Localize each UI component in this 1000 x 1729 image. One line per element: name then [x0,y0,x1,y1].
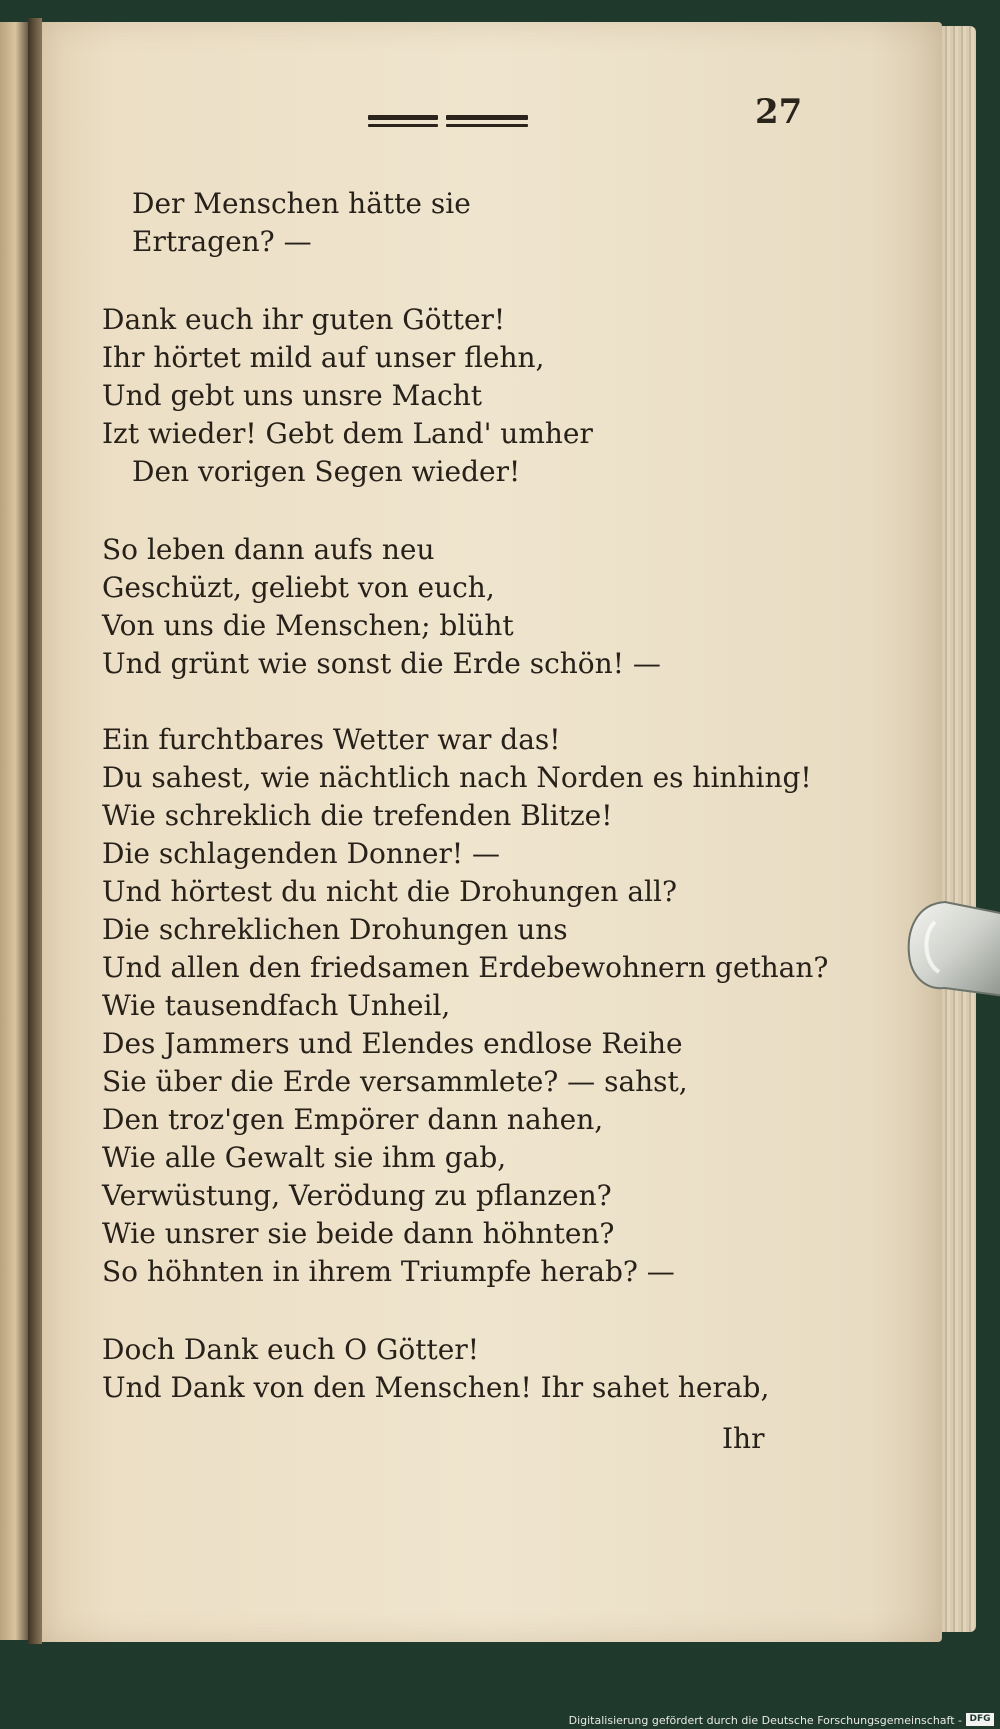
poem-line: Die schlagenden Donner! — [102,837,501,870]
page-number: 27 [755,92,803,132]
previous-page-edge [0,22,28,1640]
poem-line: Wie schreklich die trefenden Blitze! [102,799,613,832]
poem-line: Wie alle Gewalt sie ihm gab, [102,1141,507,1174]
poem-line: Und gebt uns unsre Macht [102,379,482,412]
poem-line: Dank euch ihr guten Götter! [102,303,506,336]
poem-line: Du sahest, wie nächtlich nach Norden es hinhing! [102,761,812,794]
poem-line: Und grünt wie sonst die Erde schön! — [102,647,661,680]
header-ornament [368,115,528,133]
poem-line: So leben dann aufs neu [102,533,435,566]
poem-line: So höhnten in ihrem Triumpfe herab? — [102,1255,675,1288]
stanza [102,1331,862,1407]
book-gutter [28,18,42,1644]
poem-text [102,185,862,1447]
page-clip-icon [905,892,1000,1012]
poem-line: Izt wieder! Gebt dem Land' umher [102,417,593,450]
poem-line: Geschüzt, geliebt von euch, [102,571,495,604]
poem-line: Und Dank von den Menschen! Ihr sahet herab, [102,1371,770,1404]
poem-line: Ertragen? — [132,225,312,258]
poem-line: Des Jammers und Elendes endlose Reihe [102,1027,683,1060]
poem-line: Und hörtest du nicht die Drohungen all? [102,875,677,908]
footer-credit: Digitalisierung gefördert durch die Deutsche Forschungsgemeinschaft - [568,1714,962,1727]
stanza [102,185,862,261]
stanza [102,721,862,1291]
poem-line: Sie über die Erde versammlete? — sahst, [102,1065,688,1098]
poem-line: Verwüstung, Verödung zu pflanzen? [102,1179,612,1212]
dfg-logo: DFG [966,1713,994,1726]
poem-line: Wie unsrer sie beide dann höhnten? [102,1217,615,1250]
poem-line: Die schreklichen Drohungen uns [102,913,568,946]
poem-line: Doch Dank euch O Götter! [102,1333,479,1366]
poem-line: Von uns die Menschen; blüht [102,609,514,642]
poem-line: Und allen den friedsamen Erdebewohnern gethan? [102,951,829,984]
stanza [102,301,862,491]
poem-line: Den troz'gen Empörer dann nahen, [102,1103,604,1136]
poem-line: Wie tausendfach Unheil, [102,989,451,1022]
poem-line: Den vorigen Segen wieder! [132,455,521,488]
stanza [102,531,862,683]
poem-line: Ein furchtbares Wetter war das! [102,723,561,756]
poem-line: Der Menschen hätte sie [132,187,471,220]
page-stack-edge [942,26,976,1632]
poem-line: Ihr hörtet mild auf unser flehn, [102,341,545,374]
catchword: Ihr [722,1422,765,1455]
